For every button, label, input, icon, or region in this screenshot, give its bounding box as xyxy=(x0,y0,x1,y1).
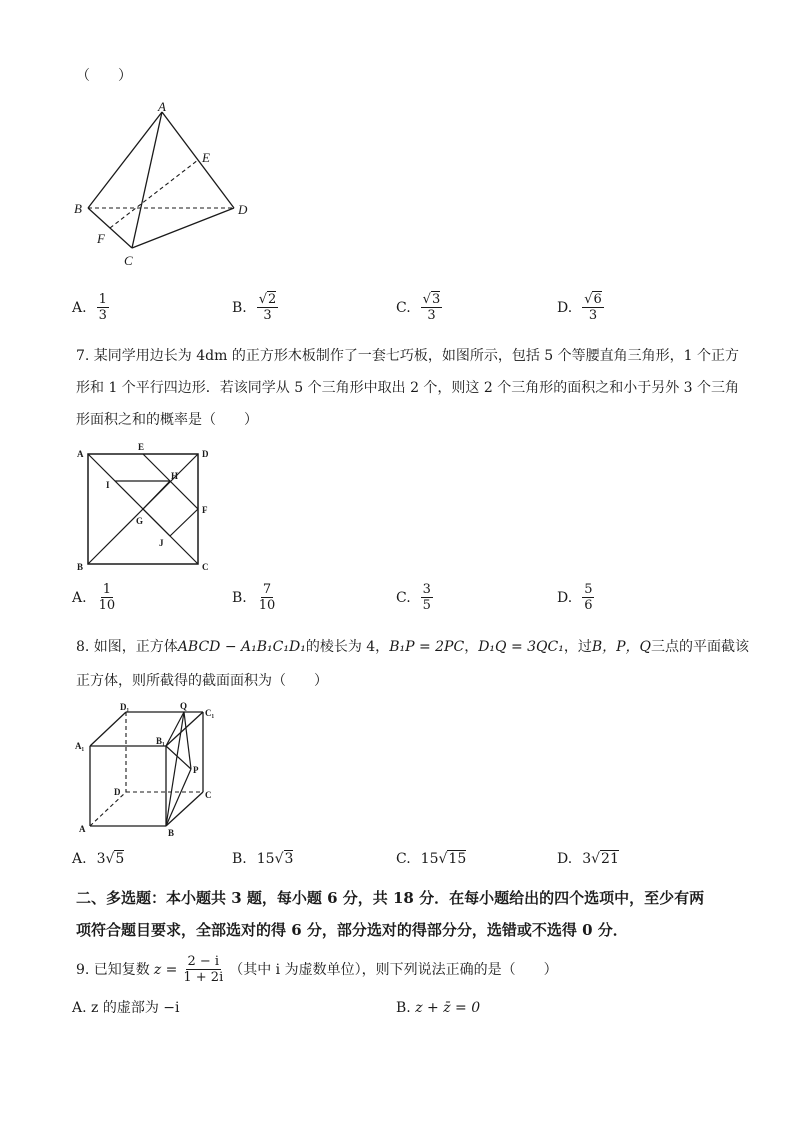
label-C: C xyxy=(205,790,212,800)
q8-text-line-2: 正方体，则所截得的截面面积为（ ） xyxy=(76,673,328,689)
label-B: B xyxy=(74,201,82,216)
q7-text-line-3: 形面积之和的概率是（ ） xyxy=(76,412,258,428)
label-D: D xyxy=(114,787,121,797)
fraction: $\frac{1}{10}$ xyxy=(98,582,116,613)
option-letter: B. xyxy=(396,1000,411,1016)
radical-expression: 15√3 xyxy=(256,851,294,867)
label-D: D xyxy=(202,449,209,459)
fraction: $\frac{3}{5}$ xyxy=(422,582,431,613)
label-F: F xyxy=(97,231,105,246)
q6-option-c[interactable] xyxy=(396,292,442,323)
line-JG xyxy=(143,509,170,536)
option-letter: B. xyxy=(232,589,247,606)
radical-expression: 3√21 xyxy=(582,851,619,867)
label-B1: B₁ xyxy=(156,736,165,746)
q6-answer-bracket: （ ） xyxy=(76,68,132,84)
q7-text-line-2: 形和 1 个平行四边形．若该同学从 5 个三角形中取出 2 个，则这 2 个三角形的面积之和小于另外 3 个三角 xyxy=(76,380,740,396)
q9-text: 9. 已知复数 z = $\frac{2 - i}{1 + 2i}$ （其中 i 为虚数单位），则下列说法正确的是（ ） xyxy=(76,954,558,985)
label-P: P xyxy=(193,765,199,775)
q8-option-b[interactable] xyxy=(232,851,293,867)
radical-expression: 3√5 xyxy=(96,851,125,867)
segment-BP xyxy=(166,769,191,826)
q8-option-c[interactable] xyxy=(396,851,466,867)
label-A: A xyxy=(79,824,86,834)
q6-option-b[interactable] xyxy=(232,292,278,323)
q6-option-a[interactable] xyxy=(72,292,109,323)
edge-CD xyxy=(132,208,234,248)
q9-option-a[interactable]: A. z 的虚部为 −i xyxy=(72,1000,180,1016)
option-letter: D. xyxy=(557,589,573,606)
fraction: $\frac{2 - i}{1 + 2i}$ xyxy=(183,954,224,985)
label-F: F xyxy=(202,505,208,515)
label-B: B xyxy=(77,562,84,572)
option-letter: A. xyxy=(72,1000,87,1016)
fraction: $\frac{√6}{3}$ xyxy=(584,292,602,323)
q7-option-a[interactable] xyxy=(72,582,117,613)
segment-QP xyxy=(184,712,191,769)
edge-A1D1 xyxy=(90,712,126,746)
q9-option-b[interactable]: B. z + z̄ = 0 xyxy=(396,1000,481,1016)
option-letter: A. xyxy=(72,299,87,316)
label-B: B xyxy=(168,828,175,838)
label-E: E xyxy=(202,150,210,165)
q7-option-b[interactable] xyxy=(232,582,277,613)
q8-option-d[interactable] xyxy=(557,851,619,867)
q8-cube-figure xyxy=(70,700,220,840)
option-letter: C. xyxy=(396,299,411,316)
option-letter: A. xyxy=(72,851,87,867)
label-C: C xyxy=(202,562,209,572)
option-letter: C. xyxy=(396,589,411,606)
line-FJ xyxy=(170,509,198,536)
option-letter: B. xyxy=(232,299,247,316)
section-2-heading-line-2: 项符合题目要求，全部选对的得 6 分，部分选对的得部分分，选错或不选得 0 分． xyxy=(76,921,628,939)
label-I: I xyxy=(106,480,110,490)
q7-option-c[interactable] xyxy=(396,582,433,613)
cube-name: ABCD − A₁B₁C₁D₁ xyxy=(177,639,306,655)
q8-text-line-1: 8. 如图，正方体ABCD − A₁B₁C₁D₁的棱长为 4，B₁P = 2PC，D₁Q = 3QC₁，过B，P，Q三点的平面截该 xyxy=(76,639,750,655)
option-letter: A. xyxy=(72,589,87,606)
condition-2: D₁Q = 3QC₁ xyxy=(478,639,564,655)
q8-option-a[interactable] xyxy=(72,851,124,867)
q7-tangram-figure xyxy=(72,440,220,576)
label-J: J xyxy=(159,538,164,548)
label-E: E xyxy=(138,442,145,452)
fraction: $\frac{5}{6}$ xyxy=(584,582,593,613)
fraction: $\frac{7}{10}$ xyxy=(258,582,276,613)
label-Q: Q xyxy=(180,701,188,711)
condition-1: B₁P = 2PC xyxy=(389,639,465,655)
q6-option-d[interactable] xyxy=(557,292,604,323)
q6-tetrahedron-figure xyxy=(66,98,266,270)
radical-expression: 15√15 xyxy=(420,851,467,867)
line-HG xyxy=(143,481,170,509)
label-A1: A₁ xyxy=(75,741,85,751)
edge-BC xyxy=(166,792,203,826)
label-C1: C₁ xyxy=(205,708,215,718)
option-letter: D. xyxy=(557,851,573,867)
option-letter: B. xyxy=(232,851,247,867)
option-letter: C. xyxy=(396,851,411,867)
section-2-heading-line-1: 二、多选题：本小题共 3 题，每小题 6 分，共 18 分．在每小题给出的四个选项中，至少有两 xyxy=(76,889,705,907)
edge-AD-hidden xyxy=(90,792,126,826)
fraction: $\frac{1}{3}$ xyxy=(98,292,107,323)
label-A: A xyxy=(158,99,166,114)
label-G: G xyxy=(136,516,144,526)
fraction: $\frac{√2}{3}$ xyxy=(258,292,277,323)
q7-option-d[interactable] xyxy=(557,582,594,613)
label-H: H xyxy=(171,471,179,481)
label-C: C xyxy=(124,253,133,268)
option-letter: D. xyxy=(557,299,573,316)
label-D: D xyxy=(238,202,248,217)
fraction: $\frac{√3}{3}$ xyxy=(422,292,441,323)
q7-text-line-1: 7. 某同学用边长为 4dm 的正方形木板制作了一套七巧板，如图所示，包括 5 个等腰直角三角形，1 个正方 xyxy=(76,348,740,364)
label-A: A xyxy=(77,449,84,459)
segment-EF-hidden xyxy=(110,160,198,228)
label-D1: D₁ xyxy=(120,702,130,712)
